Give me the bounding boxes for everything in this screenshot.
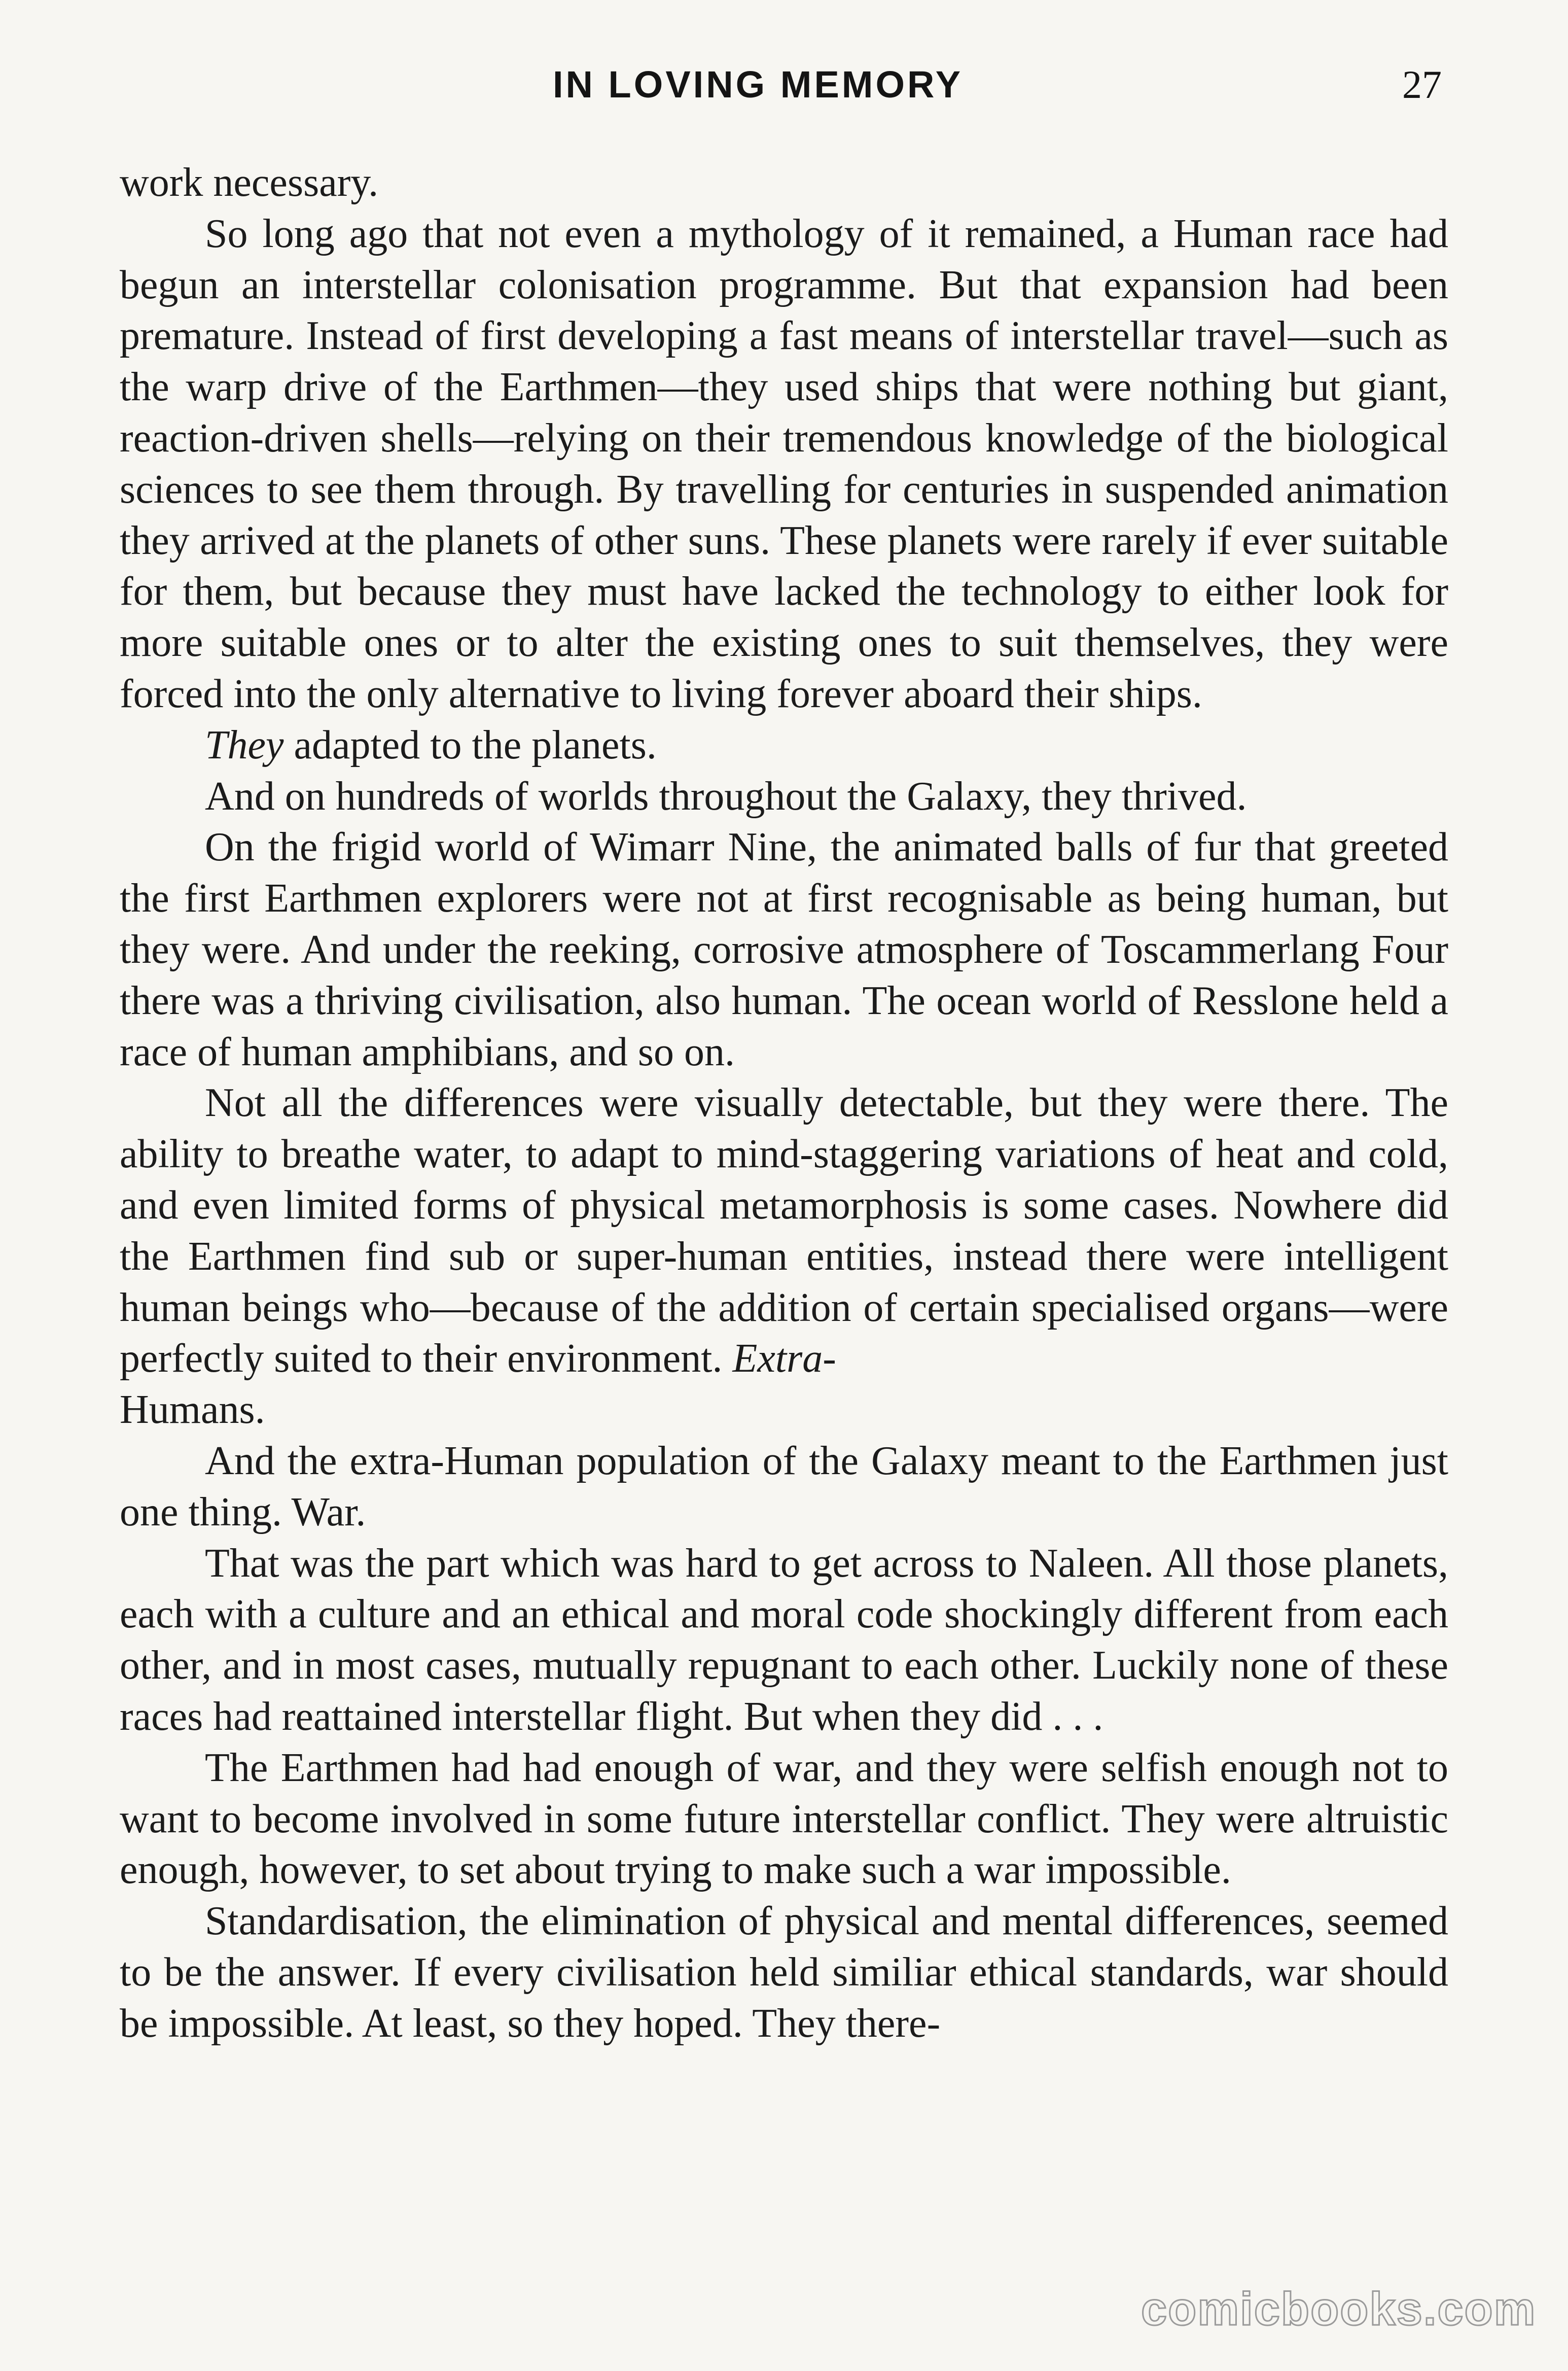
paragraph-text: On the frigid world of Wimarr Nine, the animated balls of fur that greeted the first Earthmen explorers were not at first recognisable as being human, but they were. And under the reeking, corrosive atmosphere of Toscammerlang Four there was a thriving civilisation, also human. The ocean world of Resslone held a race of human amphibians, and so on.: [120, 825, 1448, 1074]
paragraph-text: That was the part which was hard to get across to Naleen. All those planets, each with a culture and an ethical and moral code shockingly different from each other, and in most cases, mutually repugnant to each other. Luckily none of these races had reattained interstellar flight. But when they did . . .: [120, 1541, 1448, 1739]
paragraph-text: Not all the differences were visually detectable, but they were there. The ability to breathe water, to adapt to mind-staggering variations of heat and cold, and even limited forms of physical metamorphosis is some cases. Nowhere did the Earthmen find sub or super-human entities, instead there were intelligent human beings who—because of the addition of certain specialised organs—were perfectly suited to their environment.: [120, 1080, 1448, 1381]
paragraph: [120, 1742, 1448, 1896]
paragraph-text: adapted to the planets.: [283, 722, 657, 768]
paragraph: [120, 1436, 1448, 1538]
paragraph-text: Humans.: [120, 1387, 265, 1433]
running-head: [0, 57, 1568, 113]
running-title: IN LOVING MEMORY: [553, 63, 964, 106]
paragraph: [120, 208, 1448, 720]
paragraph: [120, 1538, 1448, 1742]
paragraph: [120, 822, 1448, 1077]
italic-word: They: [205, 722, 284, 768]
paragraph-text: And on hundreds of worlds throughout the Galaxy, they thrived.: [205, 774, 1247, 819]
italic-word: Extra-: [732, 1336, 836, 1381]
watermark: comicbooks.com: [1141, 2283, 1537, 2335]
paragraph: [120, 1896, 1448, 2049]
paragraph: [120, 1077, 1448, 1436]
paragraph-text: So long ago that not even a mythology of it remained, a Human race had begun an interstellar colonisation programme. But that expansion had been premature. Instead of first developing a fast means of interstellar travel—such as the warp drive of the Earthmen—they used ships that were nothing but giant, reaction-driven shells—relying on their tremendous knowledge of the biological sciences to see them through. By travelling for centuries in suspended animation they arrived at the planets of other suns. These planets were rarely if ever suitable for them, but because they must have lacked the technology to either look for more suitable ones or to alter the existing ones to suit themselves, they were forced into the only alternative to living forever aboard their ships.: [120, 211, 1448, 716]
paragraph: [120, 157, 1448, 208]
paragraph-text: The Earthmen had had enough of war, and they were selfish enough not to want to become involved in some future interstellar conflict. They were altruistic enough, however, to set about trying to make such a war impossible.: [120, 1745, 1448, 1893]
paragraph: [120, 720, 1448, 771]
paragraph-text: And the extra-Human population of the Galaxy meant to the Earthmen just one thing. War.: [120, 1438, 1448, 1535]
paragraph-text: Standardisation, the elimination of physical and mental differences, seemed to be the answer. If every civilisation held similiar ethical standards, war should be impossible. At least, so they hoped. They there-: [120, 1899, 1448, 2046]
paragraph: [120, 771, 1448, 822]
paragraph-text: work necessary.: [120, 160, 379, 205]
body-text: [120, 157, 1448, 2049]
page-number: 27: [1402, 62, 1442, 107]
